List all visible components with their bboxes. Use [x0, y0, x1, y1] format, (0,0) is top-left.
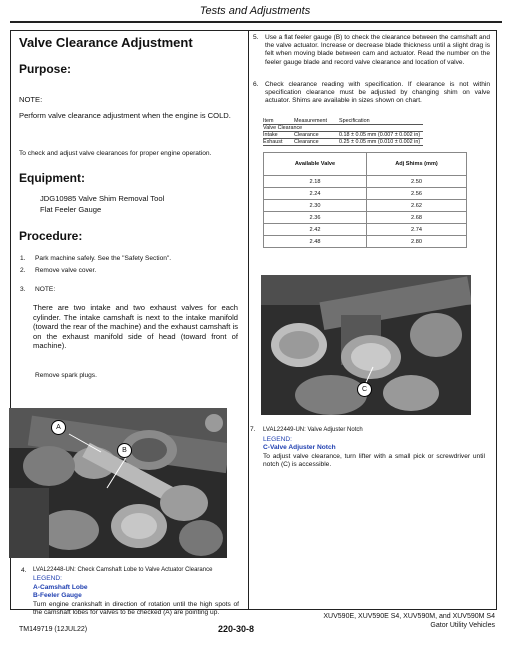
footer-models: XUV590E, XUV590E S4, XUV590M, and XUV590M S4: [323, 613, 495, 620]
step-number: 7.: [250, 426, 256, 433]
figure-caption: LVAL22449-UN: Valve Adjuster Notch: [263, 427, 363, 433]
shim-cell: 2.24: [264, 188, 367, 200]
step-number: 1.: [20, 255, 26, 262]
spec-cell: Clearance: [294, 132, 319, 138]
header-rule: [10, 21, 502, 23]
spec-cell: Intake: [263, 132, 278, 138]
legend-title: LEGEND:: [263, 436, 292, 443]
legend-item: A-Camshaft Lobe: [33, 584, 88, 591]
shim-cell: 2.18: [264, 176, 367, 188]
doc-id: TM149719 (12JUL22): [19, 626, 88, 633]
shim-cell: 2.30: [264, 200, 367, 212]
spec-group: Valve Clearance: [263, 125, 303, 131]
step-number: 6.: [253, 81, 259, 88]
step4-text: Turn engine crankshaft in direction of rotation until the high spots of the camshaft lobes for valves to be checked (A) are pointing up.: [33, 601, 239, 617]
shim-header: Adj Shims (mm): [367, 153, 467, 176]
spec-table: [263, 118, 423, 146]
callout-a: A: [51, 420, 66, 435]
figure-caption: LVAL22448-UN: Check Camshaft Lobe to Valve Actuator Clearance: [33, 567, 213, 573]
shim-cell: 2.36: [264, 212, 367, 224]
procedure-heading: Procedure:: [19, 229, 83, 243]
camshaft-lobe-illustration: [9, 408, 227, 558]
step-number: 5.: [253, 34, 259, 41]
shim-cell: 2.68: [367, 212, 467, 224]
shim-cell: 2.62: [367, 200, 467, 212]
equipment-heading: Equipment:: [19, 171, 85, 185]
shim-table: [263, 152, 467, 248]
step5-text: Use a flat feeler gauge (B) to check the clearance between the camshaft and the valve actuator. Increase or decrease blade thickness until a slight drag is felt when moving blade between cam and actuator. Read the number on the feeler gauge blade and record valve clearance and location of valve.: [265, 34, 490, 66]
equipment-item: JDG10985 Valve Shim Removal Tool: [40, 194, 165, 203]
spec-header: Measurement: [294, 118, 327, 124]
spec-header: Item: [263, 118, 274, 124]
camshaft-lobe-photo: [9, 408, 227, 558]
step6-text: Check clearance reading with specification. If clearance is not within specification clearance must be adjusted by changing shim on valve actuator. Shims are available in sizes shown on chart.: [265, 81, 490, 105]
remove-plugs-text: Remove spark plugs.: [35, 372, 97, 379]
callout-c: C: [357, 382, 372, 397]
spec-cell: Exhaust: [263, 139, 283, 145]
step-text: Remove valve cover.: [35, 267, 97, 274]
shim-cell: 2.50: [367, 176, 467, 188]
legend-title: LEGEND:: [33, 575, 62, 582]
spec-header: Specification: [339, 118, 370, 124]
step-text: Park machine safely. See the "Safety Section".: [35, 255, 172, 262]
column-divider: [248, 30, 249, 610]
shim-cell: 2.74: [367, 224, 467, 236]
spec-cell: 0.18 ± 0.05 mm (0.007 ± 0.002 in): [339, 132, 421, 138]
legend-item: C-Valve Adjuster Notch: [263, 444, 336, 451]
spec-cell: 0.25 ± 0.05 mm (0.010 ± 0.002 in): [339, 139, 421, 145]
step-number: 4.: [21, 567, 27, 574]
shim-header: Available Valve: [264, 153, 367, 176]
callout-b: B: [117, 443, 132, 458]
step-number: 2.: [20, 267, 26, 274]
equipment-item: Flat Feeler Gauge: [40, 205, 102, 214]
step-note-label: NOTE:: [35, 286, 56, 293]
purpose-text: To check and adjust valve clearances for proper engine operation.: [19, 150, 212, 157]
step-number: 3.: [20, 286, 26, 293]
legend-item: B-Feeler Gauge: [33, 592, 82, 599]
section-header: Tests and Adjustments: [199, 5, 311, 17]
shim-cell: 2.56: [367, 188, 467, 200]
note-text: Perform valve clearance adjustment when the engine is COLD.: [19, 111, 231, 120]
note-label: NOTE:: [19, 95, 43, 104]
page-title: Valve Clearance Adjustment: [19, 35, 193, 50]
page-number: 220-30-8: [218, 624, 255, 634]
shim-cell: 2.42: [264, 224, 367, 236]
valve-adjuster-photo: [261, 275, 471, 415]
note3-text: There are two intake and two exhaust valves for each cylinder. The intake camshaft is next to the intake manifold (toward the rear of the machine) and the exhaust camshaft is on the exhaust manifold side of head (toward front of machine).: [33, 303, 238, 351]
shim-cell: 2.48: [264, 236, 367, 248]
step7-text: To adjust valve clearance, turn lifter with a small pick or screwdriver until notch (C) is accessible.: [263, 453, 485, 469]
spec-cell: Clearance: [294, 139, 319, 145]
shim-cell: 2.80: [367, 236, 467, 248]
footer-vehicle: Gator Utility Vehicles: [430, 622, 495, 629]
purpose-heading: Purpose:: [19, 62, 72, 76]
